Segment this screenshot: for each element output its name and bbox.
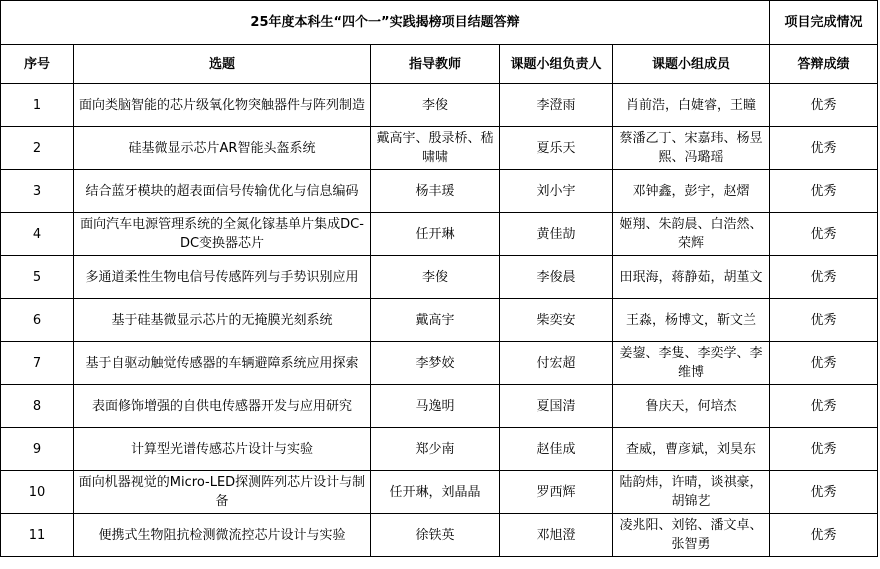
cell-leader: 付宏超 [500, 342, 613, 385]
cell-leader: 刘小宇 [500, 170, 613, 213]
cell-no: 9 [1, 428, 74, 471]
cell-topic: 基于自驱动触觉传感器的车辆避障系统应用探索 [74, 342, 371, 385]
cell-advisor: 杨丰瑗 [371, 170, 500, 213]
cell-members: 蔡潘乙丁、宋嘉玮、杨昱熙、冯璐瑶 [613, 127, 770, 170]
cell-grade: 优秀 [770, 428, 878, 471]
cell-grade: 优秀 [770, 385, 878, 428]
cell-no: 11 [1, 514, 74, 557]
cell-topic: 便携式生物阻抗检测微流控芯片设计与实验 [74, 514, 371, 557]
cell-grade: 优秀 [770, 342, 878, 385]
cell-leader: 李俊晨 [500, 256, 613, 299]
cell-grade: 优秀 [770, 299, 878, 342]
cell-advisor: 郑少南 [371, 428, 500, 471]
table-row [1, 256, 878, 299]
header-row [1, 45, 878, 84]
cell-grade: 优秀 [770, 213, 878, 256]
status-title: 项目完成情况 [770, 1, 878, 45]
cell-advisor: 任开琳 [371, 213, 500, 256]
table-row [1, 84, 878, 127]
cell-grade: 优秀 [770, 471, 878, 514]
header-members: 课题小组成员 [613, 45, 770, 84]
cell-leader: 邓旭澄 [500, 514, 613, 557]
cell-no: 3 [1, 170, 74, 213]
cell-topic: 表面修饰增强的自供电传感器开发与应用研究 [74, 385, 371, 428]
cell-no: 8 [1, 385, 74, 428]
header-no: 序号 [1, 45, 74, 84]
cell-leader: 黄佳劼 [500, 213, 613, 256]
cell-members: 凌兆阳、刘铭、潘文卓、张智勇 [613, 514, 770, 557]
cell-advisor: 李梦姣 [371, 342, 500, 385]
cell-grade: 优秀 [770, 127, 878, 170]
cell-leader: 夏国清 [500, 385, 613, 428]
cell-members: 鲁庆天，何培杰 [613, 385, 770, 428]
cell-grade: 优秀 [770, 84, 878, 127]
header-leader: 课题小组负责人 [500, 45, 613, 84]
cell-topic: 多通道柔性生物电信号传感阵列与手势识别应用 [74, 256, 371, 299]
cell-no: 2 [1, 127, 74, 170]
cell-topic: 面向类脑智能的芯片级氧化物突触器件与阵列制造 [74, 84, 371, 127]
table-row [1, 299, 878, 342]
cell-advisor: 戴高宇、殷录桥、嵇啸啸 [371, 127, 500, 170]
header-grade: 答辩成绩 [770, 45, 878, 84]
cell-topic: 基于硅基微显示芯片的无掩膜光刻系统 [74, 299, 371, 342]
cell-members: 邓钟鑫，彭宇，赵熠 [613, 170, 770, 213]
cell-no: 10 [1, 471, 74, 514]
cell-leader: 夏乐天 [500, 127, 613, 170]
cell-advisor: 李俊 [371, 256, 500, 299]
cell-leader: 罗西辉 [500, 471, 613, 514]
cell-leader: 赵佳成 [500, 428, 613, 471]
table-title: 25年度本科生“四个一”实践揭榜项目结题答辩 [1, 1, 770, 45]
table-row [1, 127, 878, 170]
cell-members: 田珉海，蒋静茹，胡堇文 [613, 256, 770, 299]
cell-leader: 李澄雨 [500, 84, 613, 127]
cell-grade: 优秀 [770, 256, 878, 299]
cell-grade: 优秀 [770, 170, 878, 213]
table-row [1, 428, 878, 471]
cell-no: 7 [1, 342, 74, 385]
cell-no: 6 [1, 299, 74, 342]
table-row [1, 342, 878, 385]
cell-members: 王淼，杨博文，靳文兰 [613, 299, 770, 342]
title-row [1, 1, 878, 45]
cell-members: 姜鋆、李隻、李奕学、李维博 [613, 342, 770, 385]
cell-no: 5 [1, 256, 74, 299]
table-row [1, 514, 878, 557]
cell-members: 肖前浩，白婕睿，王瞳 [613, 84, 770, 127]
table-row [1, 385, 878, 428]
table-row [1, 170, 878, 213]
cell-no: 1 [1, 84, 74, 127]
cell-leader: 柴奕安 [500, 299, 613, 342]
cell-topic: 计算型光谱传感芯片设计与实验 [74, 428, 371, 471]
cell-advisor: 任开琳，刘晶晶 [371, 471, 500, 514]
cell-topic: 面向机器视觉的Micro-LED探测阵列芯片设计与制备 [74, 471, 371, 514]
cell-topic: 面向汽车电源管理系统的全氮化镓基单片集成DC-DC变换器芯片 [74, 213, 371, 256]
table-row [1, 213, 878, 256]
header-topic: 选题 [74, 45, 371, 84]
cell-members: 陆韵炜，许晴，谈祺豪，胡锦艺 [613, 471, 770, 514]
cell-no: 4 [1, 213, 74, 256]
cell-topic: 硅基微显示芯片AR智能头盔系统 [74, 127, 371, 170]
table-row [1, 471, 878, 514]
header-advisor: 指导教师 [371, 45, 500, 84]
cell-advisor: 李俊 [371, 84, 500, 127]
cell-advisor: 戴高宇 [371, 299, 500, 342]
cell-grade: 优秀 [770, 514, 878, 557]
cell-advisor: 徐铁英 [371, 514, 500, 557]
cell-advisor: 马逸明 [371, 385, 500, 428]
cell-members: 查威，曹彦斌，刘昊东 [613, 428, 770, 471]
cell-topic: 结合蓝牙模块的超表面信号传输优化与信息编码 [74, 170, 371, 213]
cell-members: 姬翔、朱韵晨、白浩然、荣辉 [613, 213, 770, 256]
